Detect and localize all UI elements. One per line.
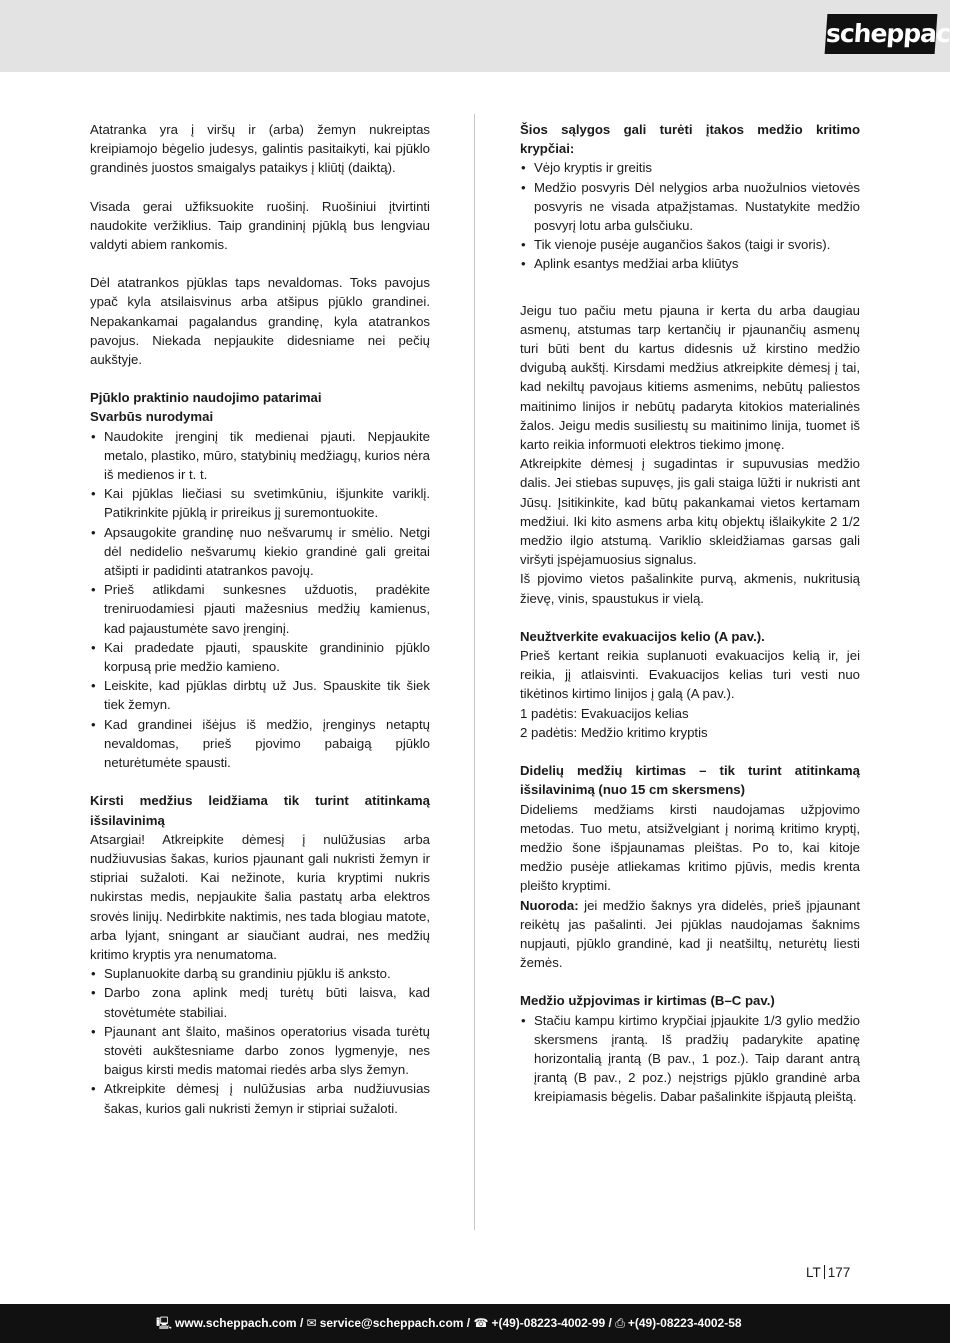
kickback-warning: Dėl atatrankos pjūklas taps nevaldomas. Toks pavojus ypač kyla atsilaisvinus arba atšipus pjūklo grandinei. Nepakankamai pagalandus grandinę, kyla atatrankos pavojus. Niekada nepjaukite didesniame nei pečių aukštyje. [90, 275, 430, 368]
distance-rule: Jeigu tuo pačiu metu pjauna ir kerta du arba daugiau asmenų, atstumas tarp kertančių ir pjaunančių asmenų turi būti bent du kartus didesnis už kirstino medžio dvigubą aukštį. Kirsdami medžius atkreipkite dėmesį į tai, kad nekiltų pavojaus kitiems asmenims, nebūtų paliestos maitinimo linijos ir nebūtų padaryta kitokios materialinės žalos. Jeigu medis susiliestų su maitinimo linija, tuomet iš karto reikia informuoti elektros tiekimo įmonę. [520, 302, 860, 453]
list-item: • Apsaugokite grandinę nuo nešvarumų ir smėlio. Netgi dėl nedidelio nešvarumų kiekio grandinė gali greitai atšipti ir padidinti atatrankos pavojų. [90, 523, 430, 581]
position-1: 1 padėtis: Evakuacijos kelias [520, 705, 689, 721]
felling-list [90, 964, 430, 1118]
scheppach-logo: scheppach [825, 14, 938, 54]
page-number [806, 1264, 850, 1282]
footer-website[interactable]: www.scheppach.com [175, 1316, 297, 1330]
footer-contacts [156, 1304, 742, 1343]
list-item: • Atkreipkite dėmesį į nulūžusias arba nudžiuvusias šakas, kurios gali nukristi žemyn ir stipriai sužaloti. [90, 1079, 430, 1117]
section-heading-tips: Pjūklo praktinio naudojimo patarimai [90, 390, 322, 406]
section-heading-large-trees: Didelių medžių kirtimas – tik turint atitinkamą išsilavinimą (nuo 15 cm skersmens) [520, 763, 860, 798]
fax-icon: ⎙ [615, 1316, 625, 1330]
list-item: • Kai pradedate pjauti, spauskite grandininio pjūklo korpusą prie medžio kamieno. [90, 638, 430, 676]
section-heading-escape-route: Neužtverkite evakuacijos kelio (A pav.). [520, 628, 765, 644]
list-item: • Naudokite įrenginį tik medienai pjauti. Nepjaukite metalo, plastiko, mūro, statybinių medžiagų, kurios nėra iš medienos ir t. t. [90, 427, 430, 485]
list-item: • Kai pjūklas liečiasi su svetimkūniu, išjunkite variklį. Patikrinkite pjūklą ir prireikus jį suremontuokite. [90, 484, 430, 522]
list-item: • Darbo zona aplink medį turėtų būti laisva, kad stovėtumėte stabiliai. [90, 983, 430, 1021]
section-heading-felling: Kirsti medžius leidžiama tik turint atitinkamą išsilavinimą [90, 793, 430, 828]
felling-caution: Atsargiai! Atkreipkite dėmesį į nulūžusias arba nudžiuvusias šakas, kurios pjaunant gali nukristi žemyn ir stipriai sužaloti. Kai nežinote, kuria kryptimi nukris nukirstas medis, nepjaukite šalia pastatų arba elektros srovės linijų. Nedirbkite naktimis, nes tada blogiau matote, arba lyjant, sningant ar siaučiant audrai, nes medžių kritimo kryptis yra nenumatoma. [90, 831, 430, 962]
position-2: 2 padėtis: Medžio kritimo kryptis [520, 724, 708, 740]
notching-list [520, 1011, 860, 1107]
footer-separator: / [605, 1316, 616, 1330]
page-header [0, 0, 968, 72]
section-subheading-important: Svarbūs nurodymai [90, 409, 214, 425]
right-column [520, 120, 860, 1107]
note-paragraph [520, 896, 860, 973]
list-item: • Kad grandinei išėjus iš medžio, įrenginys netaptų nevaldomas, prieš pjovimo pabaigą pjūklo neturėtumėte spausti. [90, 715, 430, 773]
fall-factors-list [520, 158, 860, 273]
page-footer [0, 1304, 950, 1343]
footer-email[interactable]: service@scheppach.com [319, 1316, 464, 1330]
page-number-separator [824, 1265, 825, 1279]
list-item: • Aplink esantys medžiai arba kliūtys [520, 254, 860, 273]
escape-route-text: Prieš kertant reikia suplanuoti evakuacijos kelią ir, jei reikia, jį atlaisvinti. Evakuacijos kelias turi vesti nuo tikėtinos kirtimo linijos į galą (A pav.). [520, 648, 860, 702]
list-item: • Stačiu kampu kirtimo krypčiai įpjaukite 1/3 gylio medžio skersmens įrantą. Iš pradžių padarykite apatinę horizontalią įrantą (B pav., 1 poz.). Taip darant antrą įrantą (B pav., 2 poz.) neįstrigs pjūklo grandinė arba kreipiamasis bėgelis. Dabar pašalinkite išpjautą pleištą. [520, 1011, 860, 1107]
phone-icon: ☎ [473, 1316, 489, 1330]
list-item: • Tik vienoje pusėje augančios šakos (taigi ir svoris). [520, 235, 860, 254]
list-item: • Medžio posvyris Dėl nelygios arba nuožulnios vietovės posvyris ne visada atpažįstamas. Nustatykite medžio posvyrį lotu arba gulsčiuku. [520, 178, 860, 236]
kickback-definition: Atatranka yra į viršų ir (arba) žemyn nukreiptas kreipiamojo bėgelio judesys, galintis pasitaikyti, kai pjūklo grandinės juostos smaigalys pataikys į kliūtį (daiktą). [90, 122, 430, 176]
list-item: • Leiskite, kad pjūklas dirbtų už Jus. Spauskite tik šiek tiek žemyn. [90, 676, 430, 714]
mail-icon: ✉ [306, 1316, 317, 1330]
footer-separator: / [463, 1316, 474, 1330]
page-language: LT [806, 1265, 821, 1280]
footer-fax: +(49)-08223-4002-58 [627, 1316, 742, 1330]
column-divider [474, 114, 475, 1230]
computer-icon: 🖳 [156, 1316, 173, 1330]
list-item: • Vėjo kryptis ir greitis [520, 158, 860, 177]
tips-list [90, 427, 430, 773]
page-number-value: 177 [827, 1265, 851, 1280]
list-item: • Prieš atlikdami sunkesnes užduotis, pradėkite treniruodamiesi pjauti mažesnius medžių kamienus, kad pajaustumėte savo įrenginį. [90, 580, 430, 638]
list-item: • Suplanuokite darbą su grandiniu pjūklu iš anksto. [90, 964, 430, 983]
footer-separator: / [296, 1316, 307, 1330]
workpiece-fixing: Visada gerai užfiksuokite ruošinį. Ruošiniui įtvirtinti naudokite veržiklius. Taip grandininį pjūklą bus lengviau valdyti abiem rankomis. [90, 198, 430, 253]
clear-area-note: Iš pjovimo vietos pašalinkite purvą, akmenis, nukritusią žievę, vinis, spaustukus ir vielą. [520, 571, 860, 606]
list-item: • Pjaunant ant šlaito, mašinos operatorius visada turėtų stovėti aukštesniame darbo zonos lygmenyje, nes baigus kirsti medis matomai riedės arba slys žemyn. [90, 1022, 430, 1080]
rotten-wood-note: Atkreipkite dėmesį į sugadintas ir supuvusias medžio dalis. Jei stiebas supuvęs, jis gali staiga lūžti ir nukristi ant Jūsų. Įsitikinkite, kad būtų pakankamai vietos kertamam medžiui. Iki kito asmens arba kitų objektų išlaikykite 2 1/2 medžio ilgio atstumą. Variklio skleidžiamas garsas gali viršyti įspėjamuosius signalus. [520, 456, 860, 568]
note-text: jei medžio šaknys yra didelės, prieš įpjaunant reikėtų jas pašalinti. Jei pjūklas naudojamas šaknims nupjauti, pjūklo grandinė, kad ji neatšiltų, neturėtų liesti žemės. [520, 897, 860, 971]
large-trees-text: Dideliems medžiams kirsti naudojamas užpjovimo metodas. Tuo metu, atsižvelgiant į norimą kritimo kryptį, medžio šone išpjaunamas pleištas. Po to, kai kitoje medžio pusėje atliekamas kritimo pjūvis, medis krenta pleišto kryptimi. [520, 801, 860, 894]
section-heading-fall-direction: Šios sąlygos gali turėti įtakos medžio kritimo krypčiai: [520, 122, 860, 157]
note-label: Nuoroda: [520, 897, 579, 913]
left-column [90, 120, 430, 1118]
footer-phone: +(49)-08223-4002-99 [491, 1316, 606, 1330]
section-heading-notching: Medžio užpjovimas ir kirtimas (B–C pav.) [520, 993, 775, 1009]
